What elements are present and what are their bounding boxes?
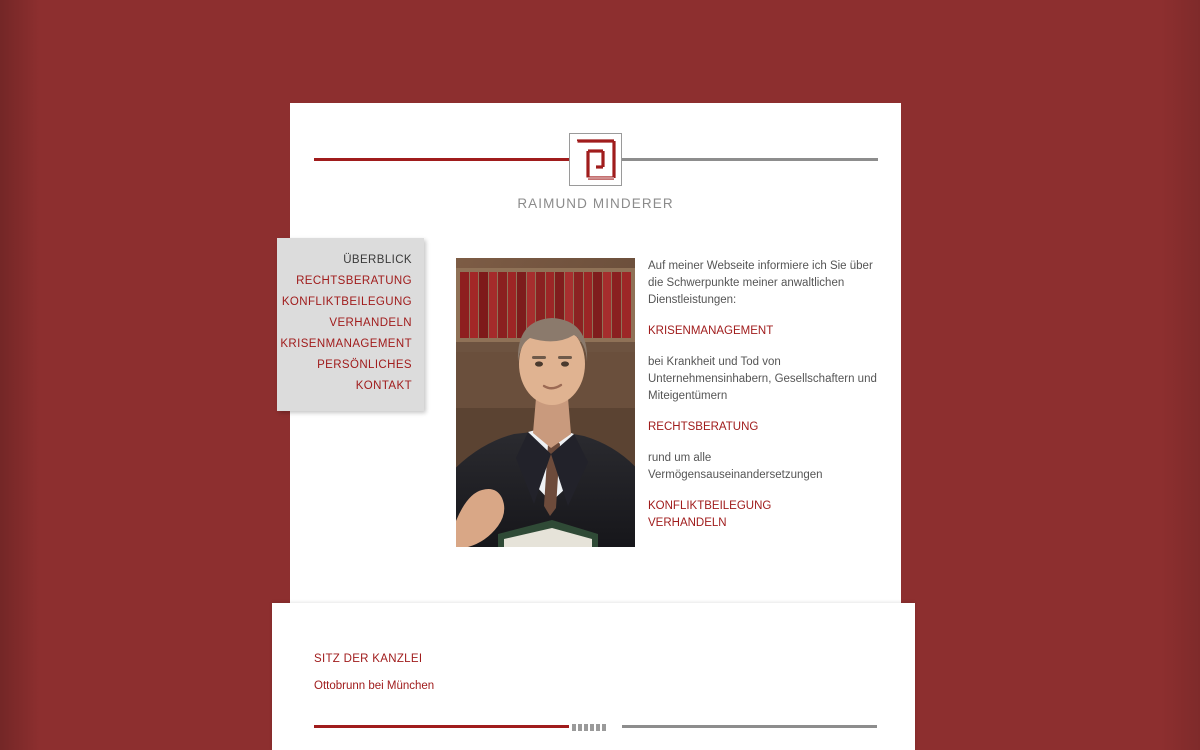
site-header [290,103,901,233]
heading-krisenmanagement: KRISENMANAGEMENT [648,325,774,337]
footer-location: Ottobrunn bei München [314,680,435,692]
footer-rule-right [622,725,877,728]
spiral-meander-logo-icon[interactable] [569,133,622,186]
sidebar-item-konfliktbeilegung[interactable]: KONFLIKTBEILEGUNG [281,296,412,308]
intro-copy [648,258,880,532]
company-name: RAIMUND MINDERER [517,196,674,211]
sidebar-item-uberblick[interactable]: ÜBERBLICK [343,254,412,266]
header-rule-left [314,158,569,161]
sidebar-item-verhandeln[interactable]: VERHANDELN [329,317,412,329]
sidebar-item-persoenliches[interactable]: PERSÖNLICHES [317,359,412,371]
main-navigation [277,238,424,411]
text-rechtsberatung: rund um alle Vermögensauseinandersetzungen [648,452,823,481]
footer-rule-left [314,725,569,728]
heading-konfliktbeilegung: KONFLIKTBEILEGUNG [648,500,772,512]
intro-paragraph: Auf meiner Webseite informiere ich Sie über die Schwerpunkte meiner anwaltlichen Dienstleistungen: [648,260,873,306]
heading-verhandeln: VERHANDELN [648,517,727,529]
site-container [280,103,901,615]
sidebar-item-rechtsberatung[interactable]: RECHTSBERATUNG [296,275,412,287]
text-krisenmanagement: bei Krankheit und Tod von Unternehmensinhabern, Gesellschaftern und Miteigentümern [648,356,877,402]
sidebar-item-kontakt[interactable]: KONTAKT [355,380,412,392]
header-rule-right [622,158,878,161]
heading-rechtsberatung: RECHTSBERATUNG [648,421,759,433]
site-footer [272,603,915,750]
footer-dots-decoration [572,723,620,731]
footer-heading: SITZ DER KANZLEI [314,653,423,665]
sidebar-item-krisenmanagement[interactable]: KRISENMANAGEMENT [280,338,412,350]
portrait-photo-lawyer [456,258,635,547]
